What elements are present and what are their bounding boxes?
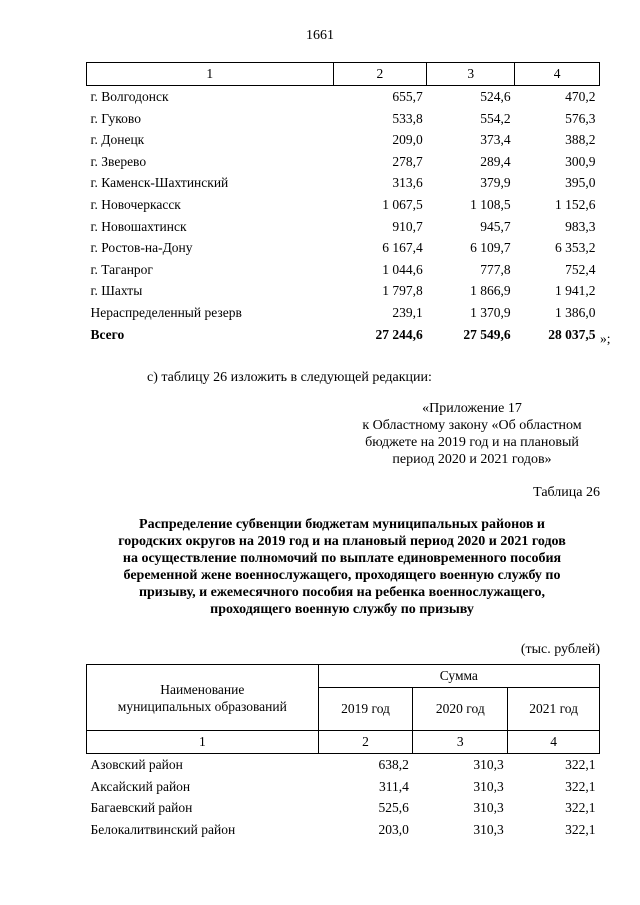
row-value: 278,7 [392, 153, 423, 169]
row-value: 388,2 [565, 132, 596, 148]
heading-line: беременной жене военнослужащего, проходящего военную службу по [123, 568, 561, 583]
table-row [87, 754, 600, 776]
row-name: Азовский район [90, 757, 183, 772]
row-value: 322,1 [565, 757, 596, 772]
row-value: 373,4 [480, 132, 511, 148]
table-row [87, 129, 600, 151]
sum-column-header: Сумма [318, 665, 599, 688]
total-value: 28 037,5 [548, 326, 596, 342]
row-value: 300,9 [565, 153, 596, 169]
row-value: 239,1 [392, 304, 423, 320]
row-name: Белокалитвинский район [90, 821, 236, 837]
row-value: 470,2 [565, 89, 596, 104]
row-value: 525,6 [378, 800, 409, 816]
column-number-2: 2 [333, 63, 427, 86]
table-row [87, 151, 600, 173]
row-value: 311,4 [379, 778, 409, 794]
row-value: 533,8 [392, 110, 423, 126]
header-line: муниципальных образований [117, 698, 287, 714]
row-value: 1 108,5 [470, 196, 511, 212]
row-value: 1 152,6 [555, 196, 596, 212]
row-value: 983,3 [565, 218, 596, 234]
appendix-reference [344, 400, 600, 468]
year-header: 2019 год [318, 688, 413, 731]
total-row [87, 324, 600, 346]
row-value: 289,4 [480, 153, 511, 169]
table-row [87, 108, 600, 130]
table-row [87, 259, 600, 281]
row-value: 655,7 [392, 89, 423, 104]
row-value: 313,6 [392, 175, 423, 191]
heading-line: на осуществление полномочий по выплате единовременного пособия [122, 551, 562, 566]
row-value: 322,1 [565, 800, 596, 816]
row-value: 395,0 [565, 175, 596, 191]
row-value: 910,7 [392, 218, 423, 234]
table-row [87, 86, 600, 108]
row-value: 1 941,2 [555, 283, 596, 299]
row-value: 945,7 [480, 218, 511, 234]
table-header-row [87, 63, 600, 86]
table-heading [72, 516, 612, 618]
row-value: 6 353,2 [555, 240, 596, 256]
page-number: 1661 [306, 28, 334, 43]
table-label: Таблица 26 [533, 485, 600, 500]
row-value: 1 067,5 [382, 196, 423, 212]
row-value: 6 109,7 [470, 240, 511, 256]
row-name: Багаевский район [90, 800, 193, 816]
row-value: 310,3 [473, 821, 504, 837]
table-row [87, 797, 600, 819]
year-header: 2021 год [508, 688, 600, 731]
row-value: 576,3 [565, 110, 596, 126]
row-name: г. Новочеркасск [90, 196, 181, 212]
table-row [87, 819, 600, 841]
table-row [87, 216, 600, 238]
appendix-line: период 2020 и 2021 годов» [392, 452, 552, 467]
row-value: 1 370,9 [470, 304, 511, 320]
numbering-row [87, 731, 600, 754]
row-name: г. Волгодонск [90, 89, 169, 104]
row-value: 554,2 [480, 110, 511, 126]
table-row [87, 280, 600, 302]
heading-line: призыву, и ежемесячного пособия на ребенка военнослужащего, [138, 585, 546, 600]
row-name: Нераспределенный резерв [90, 304, 242, 320]
table-row [87, 237, 600, 259]
row-value: 379,9 [480, 175, 511, 191]
row-value: 1 797,8 [382, 283, 423, 299]
row-value: 310,3 [473, 778, 504, 794]
row-value: 777,8 [480, 261, 511, 277]
total-label: Всего [90, 326, 125, 342]
row-value: 6 167,4 [382, 240, 423, 256]
units-label: (тыс. рублей) [520, 642, 600, 657]
table-row [87, 776, 600, 798]
total-value: 27 244,6 [375, 326, 423, 342]
total-value: 27 549,6 [463, 326, 511, 342]
municipality-column-header [87, 665, 319, 731]
appendix-line: к Областному закону «Об областном [362, 418, 582, 433]
row-value: 322,1 [565, 778, 596, 794]
heading-line: городских округов на 2019 год и на плановый период 2020 и 2021 годов [118, 534, 566, 549]
row-value: 1 866,9 [470, 283, 511, 299]
row-name: г. Шахты [90, 283, 143, 299]
allocation-table-continued [86, 62, 600, 345]
column-number-1: 1 [87, 731, 319, 754]
column-number-3: 3 [427, 63, 515, 86]
appendix-line: бюджете на 2019 год и на плановый [365, 435, 579, 450]
row-name: г. Таганрог [90, 261, 153, 277]
row-value: 524,6 [480, 89, 511, 104]
heading-line: проходящего военную службу по призыву [210, 602, 474, 617]
row-value: 1 044,6 [382, 261, 423, 277]
table-row [87, 172, 600, 194]
row-name: г. Ростов-на-Дону [90, 240, 193, 256]
subvention-table [86, 664, 600, 840]
year-header: 2020 год [413, 688, 508, 731]
column-number-4: 4 [515, 63, 600, 86]
row-value: 310,3 [473, 800, 504, 816]
row-value: 203,0 [378, 821, 409, 837]
column-number-1: 1 [87, 63, 334, 86]
header-line: Наименование [160, 681, 245, 697]
heading-line: Распределение субвенции бюджетам муниципальных районов и [139, 517, 545, 532]
appendix-line: «Приложение 17 [422, 401, 522, 416]
table-row [87, 194, 600, 216]
row-name: г. Донецк [90, 132, 145, 148]
row-value: 209,0 [392, 132, 423, 148]
row-value: 1 386,0 [555, 304, 596, 320]
row-value: 638,2 [378, 757, 409, 772]
amendment-paragraph: с) таблицу 26 изложить в следующей редакции: [147, 370, 432, 385]
closing-quote-mark: »; [600, 331, 611, 346]
table-header-row [87, 665, 600, 688]
row-value: 310,3 [473, 757, 504, 772]
table-row [87, 302, 600, 324]
row-value: 322,1 [565, 821, 596, 837]
row-name: г. Новошахтинск [90, 218, 187, 234]
row-value: 752,4 [565, 261, 596, 277]
column-number-4: 4 [508, 731, 600, 754]
column-number-2: 2 [318, 731, 413, 754]
row-name: г. Зверево [90, 153, 147, 169]
row-name: г. Каменск-Шахтинский [90, 175, 229, 191]
column-number-3: 3 [413, 731, 508, 754]
row-name: г. Гуково [90, 110, 141, 126]
row-name: Аксайский район [90, 778, 191, 794]
